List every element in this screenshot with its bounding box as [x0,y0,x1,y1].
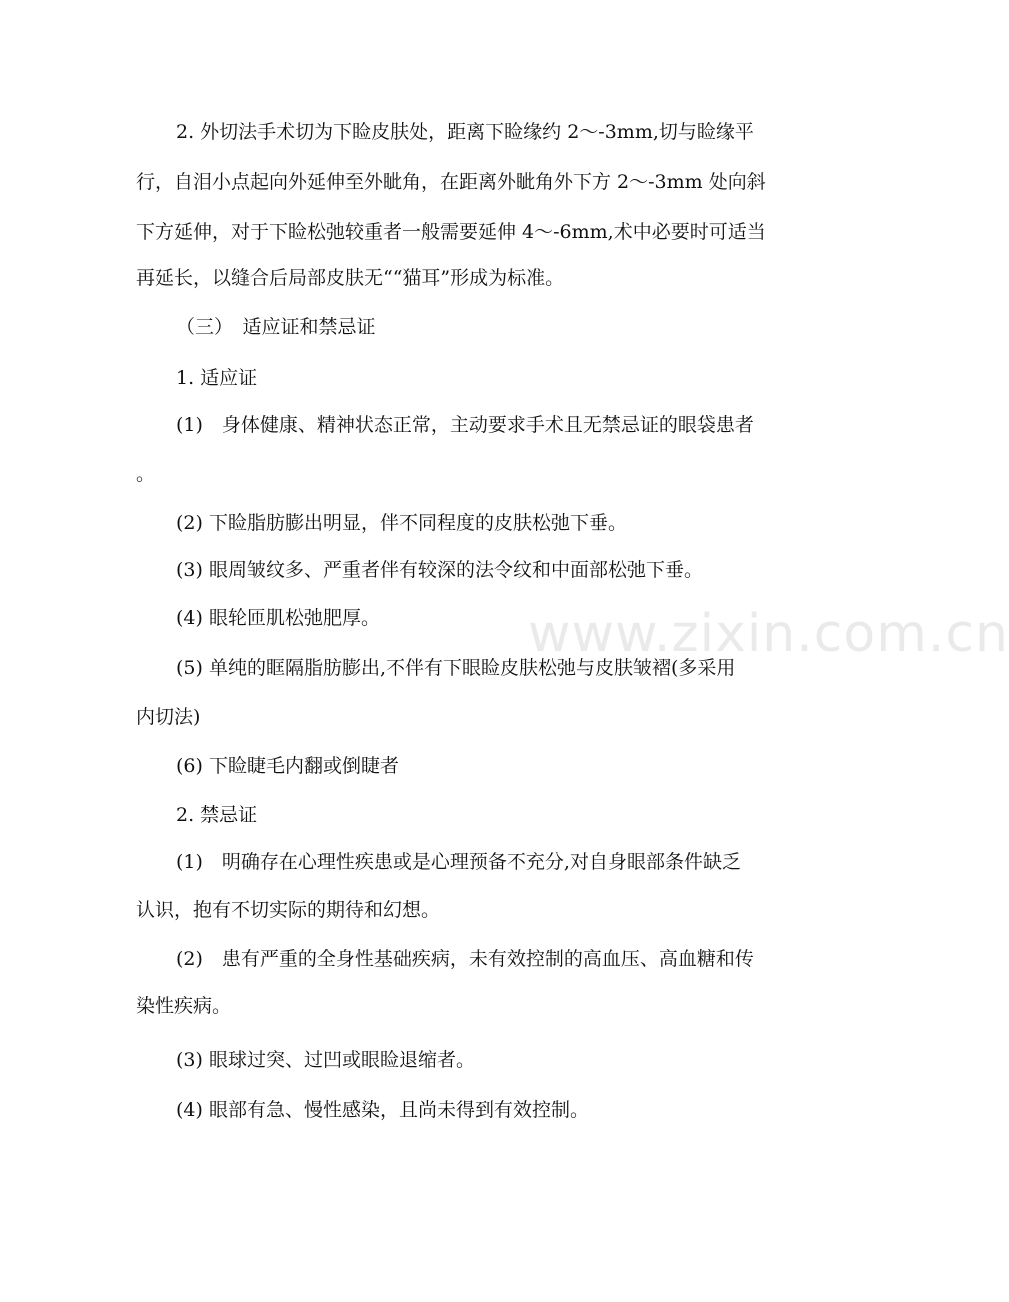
list-item: (6) 下睑睫毛内翻或倒睫者 [176,755,399,777]
subsection-heading: 2. 禁忌证 [176,804,258,826]
text-line: 行，自泪小点起向外延伸至外眦角，在距离外眦角外下方 2～-3mm 处向斜 [136,171,766,193]
text-line: 下方延伸，对于下睑松弛较重者一般需要延伸 4～-6mm,术中必要时可适当 [136,221,766,243]
list-item: (3) 眼球过突、过凹或眼睑退缩者。 [176,1049,475,1071]
text-line: 2. 外切法手术切为下睑皮肤处，距离下睑缘约 2～-3mm,切与睑缘平 [176,121,754,143]
list-item: (2) 下睑脂肪膨出明显，伴不同程度的皮肤松弛下垂。 [176,512,627,534]
list-item: (5) 单纯的眶隔脂肪膨出,不伴有下眼睑皮肤松弛与皮肤皱褶(多采用 [176,657,736,679]
list-item: (3) 眼周皱纹多、严重者伴有较深的法令纹和中面部松弛下垂。 [176,559,703,581]
text-line: 内切法) [136,706,201,728]
text-line: 。 [136,463,156,485]
list-item: (4) 眼部有急、慢性感染，且尚未得到有效控制。 [176,1099,589,1121]
text-line: 染性疾病。 [136,995,232,1017]
list-item: (2) 患有严重的全身性基础疾病，未有效控制的高血压、高血糖和传 [176,948,754,970]
list-item: (1) 身体健康、精神状态正常，主动要求手术且无禁忌证的眼袋患者 [176,414,754,436]
text-line: 再延长，以缝合后局部皮肤无““猫耳”形成为标准。 [136,267,565,289]
text-line: 认识，抱有不切实际的期待和幻想。 [136,899,441,921]
section-heading: （三） 适应证和禁忌证 [176,316,376,338]
watermark: www.zixin.com.cn [528,604,1009,664]
subsection-heading: 1. 适应证 [176,367,258,389]
list-item: (4) 眼轮匝肌松弛肥厚。 [176,607,380,629]
list-item: (1) 明确存在心理性疾患或是心理预备不充分,对自身眼部条件缺乏 [176,851,741,873]
